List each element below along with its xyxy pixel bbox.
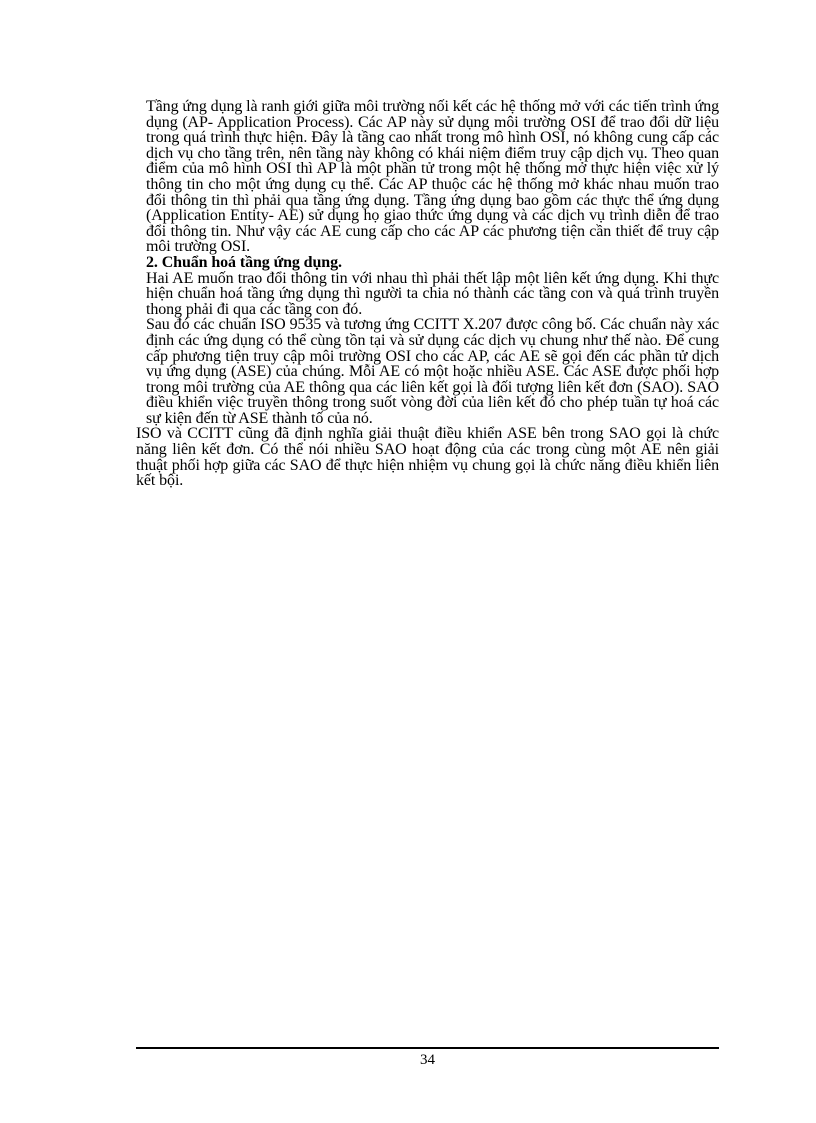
page-number: 34 bbox=[420, 1052, 435, 1068]
footer-divider bbox=[136, 1047, 719, 1049]
paragraph-application-link: Hai AE muốn trao đổi thông tin với nhau thì phải thết lập một liên kết ứng dụng. Khi thực hiện chuẩn hoá tầng ứng dụng thì người ta chia nó thành các tầng con và quá trình truyền thong phải đi qua các tầng con đó. bbox=[146, 269, 719, 318]
section-heading: 2. Chuẩn hoá tầng ứng dụng. bbox=[146, 253, 342, 271]
paragraph-iso-standards: Sau đó các chuẩn ISO 9535 và tương ứng CCITT X.207 được công bố. Các chuẩn này xác định các ứng dụng có thể cùng tồn tại và sử dụng các dịch vụ chung như thế nào. Để cung cấp phương tiện truy cập môi trường OSI cho các AP, các AE sẽ gọi đến các phần tử dịch vụ ứng dụng (ASE) của chúng. Mỗi AE có một hoặc nhiều ASE. Các ASE được phối hợp trong môi trường của AE thông qua các liên kết gọi là đối tượng liên kết đơn (SAO). SAO điều khiển việc truyền thông trong suốt vòng đời của liên kết đó cho phép tuần tự hoá các sự kiện đến từ ASE thành tố của nó. bbox=[146, 316, 719, 427]
document-body bbox=[136, 99, 719, 489]
paragraph-application-layer-intro: Tầng ứng dụng là ranh giới giữa môi trường nối kết các hệ thống mở với các tiến trình ứng dụng (AP- Application Process). Các AP này sử dụng môi trường OSI để trao đổi dữ liệu trong quá trình thực hiện. Đây là tầng cao nhất trong mô hình OSI, nó không cung cấp các dịch vụ cho tầng trên, nên tầng này không có khái niệm điểm truy cập dịch vụ. Theo quan điểm của mô hình OSI thì AP là một phần tử trong một hệ thống mở thực hiện việc xử lý thông tin cho một ứng dụng cụ thể. Các AP thuộc các hệ thống mở khác nhau muốn trao đổi thông tin thì phải qua tầng ứng dụng. Tầng ứng dụng bao gồm các thực thể ứng dụng (Application Entity- AE) sử dụng họ giao thức ứng dụng và các dịch vụ trình diễn để trao đổi thông tin. Như vậy các AE cung cấp cho các AP các phương tiện cần thiết để truy cập môi trường OSI. bbox=[146, 98, 719, 256]
paragraph-sao-control: ISO và CCITT cũng đã định nghĩa giải thuật điều khiển ASE bên trong SAO gọi là chức năng liên kết đơn. Có thể nói nhiều SAO hoạt động của các trong cùng một AE nên giải thuật phối hợp giữa các SAO để thực hiện nhiệm vụ chung gọi là chức năng điều khiển liên kết bội. bbox=[136, 425, 719, 490]
